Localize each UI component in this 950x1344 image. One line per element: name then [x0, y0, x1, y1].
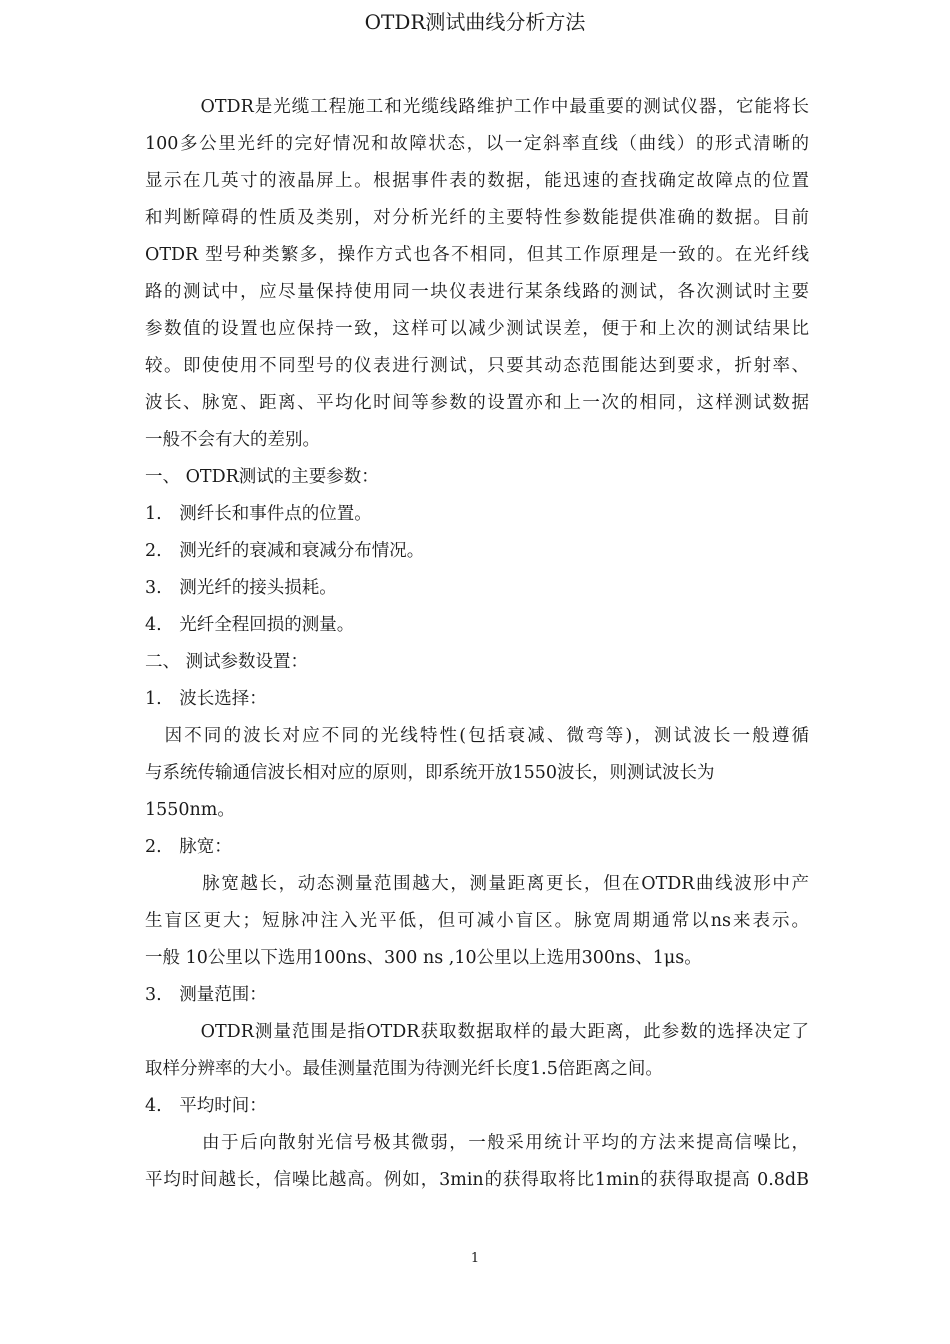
text-line: 取样分辨率的大小。最佳测量范围为待测光纤长度1.5倍距离之间。 — [145, 1059, 663, 1079]
text-line: 显示在几英寸的液晶屏上。根据事件表的数据，能迅速的查找确定故障点的位置 — [145, 171, 809, 191]
text-line: 3. 测光纤的接头损耗。 — [145, 578, 337, 598]
text-line: OTDR 型号种类繁多，操作方式也各不相同，但其工作原理是一致的。在光纤线 — [145, 245, 809, 265]
page-number: 1 — [470, 1251, 480, 1266]
text-line: 4. 平均时间： — [145, 1096, 267, 1116]
text-line: 1550nm。 — [145, 800, 235, 820]
text-line: 路的测试中，应尽量保持使用同一块仪表进行某条线路的测试，各次测试时主要 — [145, 282, 809, 302]
text-line: 和判断障碍的性质及类别，对分析光纤的主要特性参数能提供准确的数据。目前 — [145, 208, 809, 228]
text-line: 平均时间越长，信噪比越高。例如，3min的获得取将比1min的获得取提高 0.8dB — [145, 1170, 809, 1190]
text-line: 1. 测纤长和事件点的位置。 — [145, 504, 372, 524]
text-line: 一般不会有大的差别。 — [145, 430, 320, 450]
text-line: 2. 脉宽： — [145, 837, 232, 857]
text-line: 4. 光纤全程回损的测量。 — [145, 615, 355, 635]
text-line: 脉宽越长，动态测量范围越大，测量距离更长，但在OTDR曲线波形中产 — [145, 874, 809, 894]
text-line: 波长、脉宽、距离、平均化时间等参数的设置亦和上一次的相同，这样测试数据 — [145, 393, 809, 413]
text-line: 二、 测试参数设置： — [145, 652, 309, 672]
text-line: 参数值的设置也应保持一致，这样可以减少测试误差，便于和上次的测试结果比 — [145, 319, 809, 339]
text-line: 生盲区更大；短脉冲注入光平低，但可减小盲区。脉宽周期通常以ns来表示。 — [145, 911, 809, 931]
text-line: 3. 测量范围： — [145, 985, 267, 1005]
page-title: OTDR测试曲线分析方法 — [364, 10, 586, 34]
text-line: 与系统传输通信波长相对应的原则，即系统开放1550波长，则测试波长为 — [145, 763, 715, 783]
text-line: OTDR测量范围是指OTDR获取数据取样的最大距离，此参数的选择决定了 — [145, 1022, 809, 1042]
text-line: 一般 10公里以下选用100ns、300 ns ,10公里以上选用300ns、1μs。 — [145, 948, 702, 968]
text-line: 100多公里光纤的完好情况和故障状态，以一定斜率直线（曲线）的形式清晰的 — [145, 134, 809, 154]
text-line: 因不同的波长对应不同的光线特性(包括衰减、微弯等)，测试波长一般遵循 — [145, 726, 809, 746]
text-line: 一、 OTDR测试的主要参数： — [145, 467, 379, 487]
text-line: 较。即使使用不同型号的仪表进行测试，只要其动态范围能达到要求，折射率、 — [145, 356, 809, 376]
text-line: OTDR是光缆工程施工和光缆线路维护工作中最重要的测试仪器，它能将长 — [145, 97, 809, 117]
text-line: 由于后向散射光信号极其微弱，一般采用统计平均的方法来提高信噪比， — [145, 1133, 809, 1153]
text-line: 1. 波长选择： — [145, 689, 267, 709]
document-body — [145, 89, 809, 1199]
text-line: 2. 测光纤的衰减和衰减分布情况。 — [145, 541, 425, 561]
